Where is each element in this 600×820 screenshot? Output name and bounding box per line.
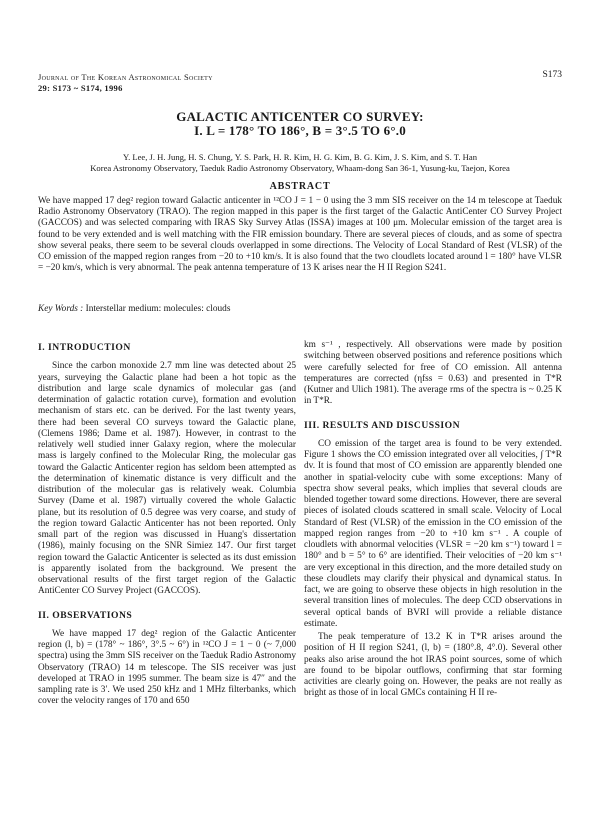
author-names: Y. Lee, J. H. Jung, H. S. Chung, Y. S. Park, H. R. Kim, H. G. Kim, B. G. Kim, J. S. Kim, and S. T. Han [122,152,478,162]
journal-header [38,72,213,94]
keywords [38,304,562,315]
section-heading-results: III. RESULTS AND DISCUSSION [304,419,461,431]
abstract-heading: ABSTRACT [269,181,331,192]
left-column [38,340,296,708]
results-paragraph-1: CO emission of the target area is found to be very extended. Figure 1 shows the CO emission integrated over all velocities, ∫ T*R dv. It is found that most of CO emission are apparently blended one another in spatial-velocity cube with some exceptions: Many of spectra show several peaks, which implies that several clouds are blended together toward some directions. However, there are several pieces of isolated clouds scattered in small scale. Velocity of Local Standard of Rest (VLSR) of the emission in the CO emission of the mapped region ranges from −20 to +10 km s⁻¹ . A couple of cloudlets with abnormal velocities (VLSR = −20 km s⁻¹) toward l = 180° and b = 5° to 6° are identified. Their velocities of −20 km s⁻¹ are very exceptional in this direction, and the more detailed study on these cloudlets may clarify their physical and dynamical status. In fact, we are going to observe these objects in high resolution in the several transition lines of molecules. The deep CCD observations in several optical bands of BVRI will provide a reliable distance estimate. [304,438,562,629]
title-line-2: I. L = 178° TO 186°, B = 3°.5 TO 6°.0 [194,123,406,138]
section-heading-observations: II. OBSERVATIONS [38,609,133,621]
author-block [0,152,600,173]
right-column [304,340,562,700]
title-line-1: GALACTIC ANTICENTER CO SURVEY: [176,109,424,124]
section-heading-introduction: I. INTRODUCTION [38,342,131,353]
author-affiliation: Korea Astronomy Observatory, Taeduk Radio Astronomy Observatory, Whaam-dong San 36-1, Yusung-ku, Taejon, Korea [90,162,510,173]
keywords-text: Interstellar medium: molecules: clouds [83,304,231,314]
observations-continued-paragraph: km s⁻¹ , respectively. All observations were made by position switching between observed positions and reference positions which were carefully selected for free of CO emission. All antenna temperatures are corrected (ηfss = 0.63) and presented in T*R (Kutner and Ulich 1981). The average rms of the spectra is ~ 0.25 K in T*R. [304,340,562,407]
page-number: S173 [542,70,562,80]
results-paragraph-2: The peak temperature of 13.2 K in T*R arises around the position of H II region S241, (l, b) = (180°.8, 4°.0). Several other peaks also arise around the hot IRAS point sources, some of which are found to be bipolar outflows, confirming that star forming activities are clearly going on. However, the peaks are not really as bright as those of in local GMCs containing H II re- [304,632,562,699]
keywords-label: Key Words : [38,304,84,314]
observations-paragraph: We have mapped 17 deg² region of the Galactic Anticenter region (l, b) = (178° ~ 186°, 3°.5 ~ 6°) in ¹²CO J = 1 − 0 (~ 7,000 spectra) using the 3mm SIS receiver on the Taeduk Radio Astronomy Observatory (TRAO) 14 m telescope. The SIS receiver was just developed at TRAO in 1995 summer. The beam size is 47″ and the sampling rate is 3′. We used 250 kHz and 1 MHz filterbanks, which cover the velocity ranges of 170 and 650 [38,628,296,707]
paper-title [0,110,600,138]
introduction-paragraph: Since the carbon monoxide 2.7 mm line was detected about 25 years, surveying the Galactic plane had been a hot topic as the distribution and large scale dynamics of molecular gas (and determination of galactic rotation curve), formation and evolution mechanism of stars etc. can be derived. For the last twenty years, there had been several CO surveys toward the Galactic plane, (Clemens 1986; Dame et al. 1987). However, in contrast to the relatively well studied inner Galaxy region, where the molecular mass is largely confined to the Molecular Ring, the molecular gas toward the Galactic Anticenter region has seldom been attempted as the determination of kinematic distance is very difficult and the distribution of the molecular gas is relatively weak. Columbia Survey (Dame et al. 1987) virtually covered the whole Galactic plane, but its resolution of 0.5 degree was very coarse, and study of the region toward Galactic Anticenter has not been reported. Only small part of the region was discussed in Huang's dissertation (1986), mainly focusing on the SNR Simiez 147. Our first target region toward the Galactic Anticenter is selected as its dust emission is apparently isolated from the background. We present the observational results of the first target region of the Galactic AntiCenter CO Survey Project (GACCOS). [38,361,296,597]
journal-volume: 29: S173 ~ S174, 1996 [38,83,123,93]
abstract-text: We have mapped 17 deg² region toward Galactic anticenter in ¹²CO J = 1 − 0 using the 3 mm SIS receiver on the 14 m telescope at Taeduk Radio Astronomy Observatory (TRAO). The region mapped in this paper is the first target of the Galactic AntiCenter CO Survey Project (GACCOS) and was selected comparing with IRAS Sky Survey Atlas (ISSA) images at 100 μm. Molecular emission of the target area is found to be very extended and is well matching with the FIR emission boundary. There are several pieces of clouds, and as some of spectra show several peaks, there seem to be several clouds overlapped in some directions. The Velocity of Local Standard of Rest (VLSR) of the CO emission of the mapped region ranges from −20 to +10 km/s. It is also found that the two cloudlets located around l = 180° have VLSR = −20 km/s, which is very abnormal. The peak antenna temperature of 13 K arises near the H II Region S241. [38,196,562,274]
journal-name: Journal of The Korean Astronomical Society [38,72,213,82]
